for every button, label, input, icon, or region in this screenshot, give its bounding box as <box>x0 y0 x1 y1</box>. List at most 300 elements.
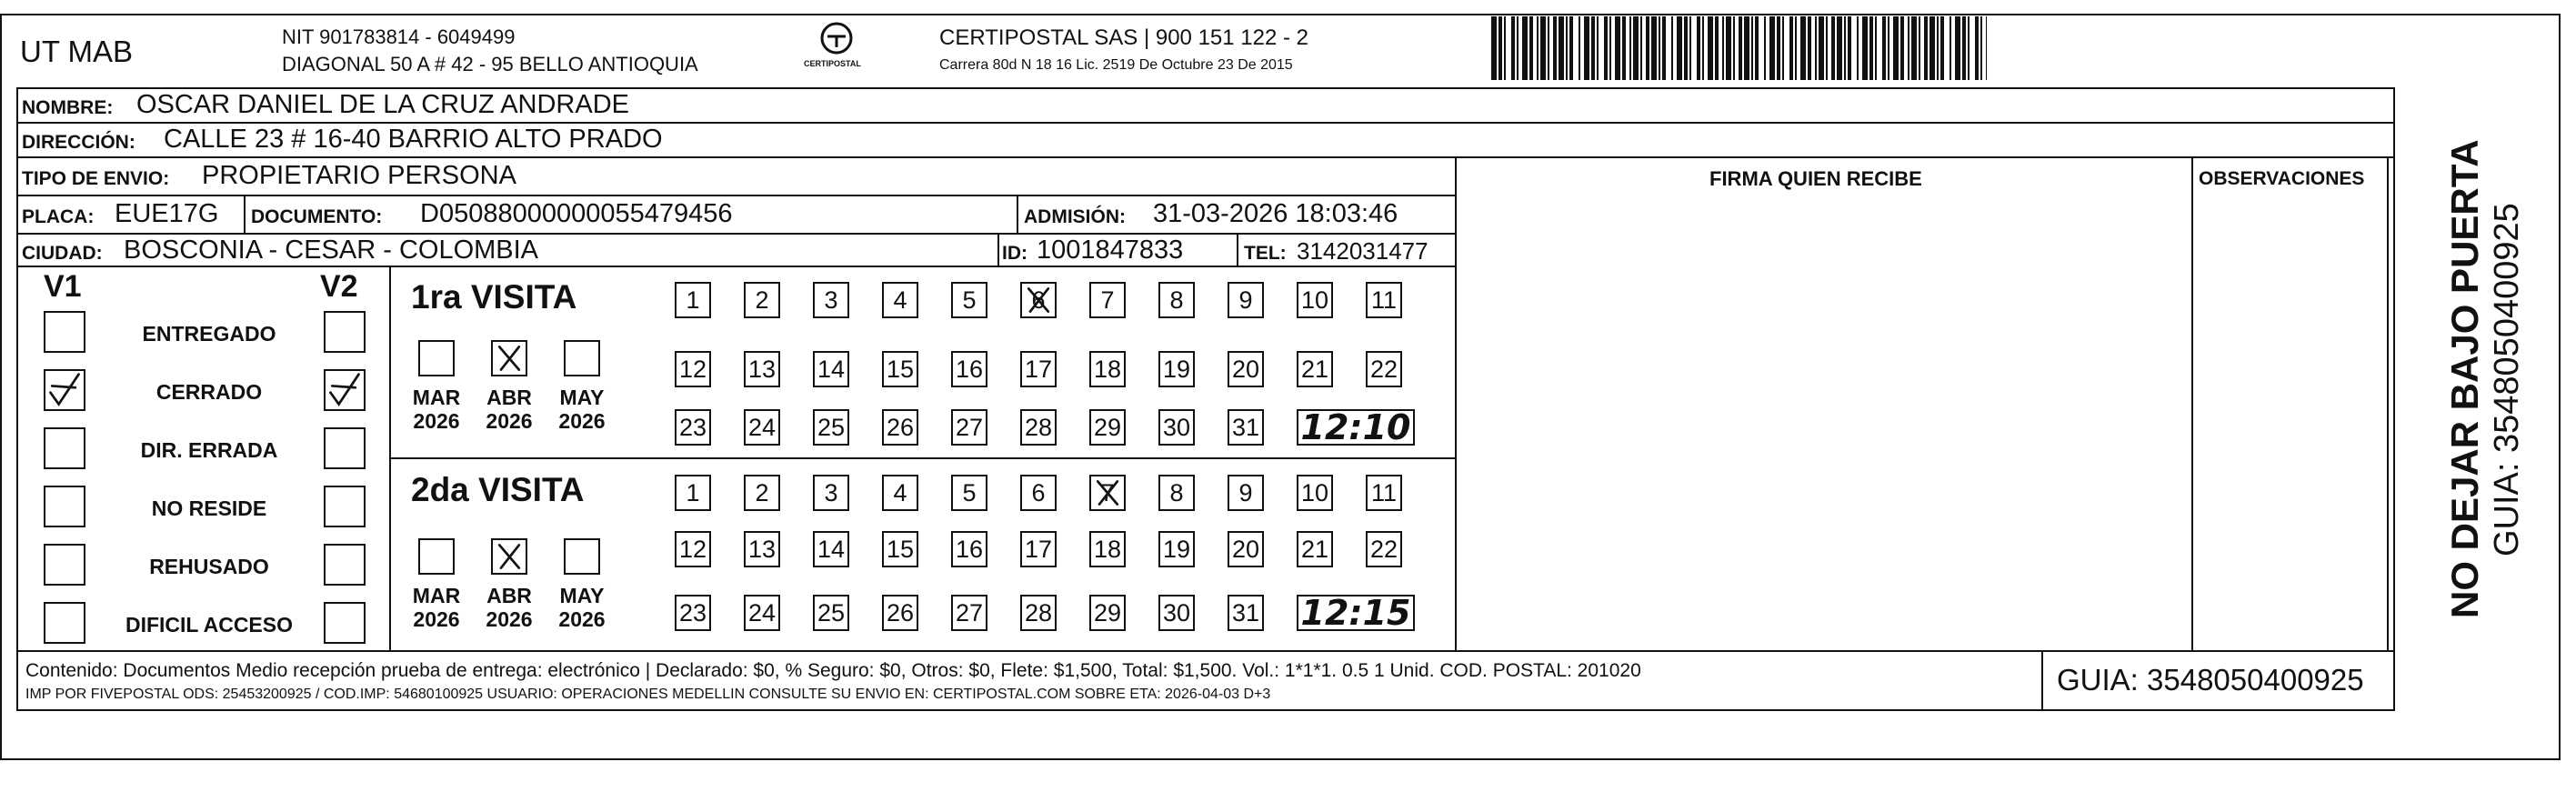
barcode-bar <box>1769 16 1775 80</box>
visit2-day-4[interactable] <box>882 475 918 511</box>
barcode-bar <box>1857 16 1859 80</box>
status-label: ENTREGADO <box>142 322 276 346</box>
day-number: 6 <box>1031 286 1046 314</box>
barcode-bar <box>1529 16 1533 80</box>
visit2-day-14[interactable] <box>813 531 849 567</box>
barcode-bar <box>1591 16 1595 80</box>
visit1-month-label <box>477 386 541 434</box>
day-number: 30 <box>1162 413 1191 441</box>
visit2-day-6[interactable] <box>1020 475 1057 511</box>
visit1-day-13[interactable] <box>744 351 780 387</box>
barcode-bar <box>1659 16 1660 80</box>
day-number: 13 <box>747 535 777 563</box>
day-number: 12 <box>678 535 707 563</box>
month-name: MAR <box>412 386 461 409</box>
placa-value: EUE17G <box>115 199 219 228</box>
carrier-name: CERTIPOSTAL SAS | 900 151 122 - 2 <box>939 25 1308 50</box>
v2-checkbox-4[interactable] <box>324 486 366 527</box>
month-year: 2026 <box>486 607 533 632</box>
day-number: 5 <box>962 286 977 314</box>
visit1-day-18[interactable] <box>1089 351 1126 387</box>
frame-right <box>2559 14 2561 759</box>
barcode-bar <box>1522 16 1528 80</box>
tel-value: 3142031477 <box>1297 237 1428 265</box>
table-right <box>2393 87 2395 710</box>
visit2-day-25[interactable] <box>813 595 849 631</box>
visit2-day-15[interactable] <box>882 531 918 567</box>
day-number: 23 <box>678 598 707 627</box>
day-number: 23 <box>678 413 707 441</box>
col-line <box>1017 195 1018 233</box>
visit2-day-2[interactable] <box>744 475 780 511</box>
day-number: 7 <box>1100 286 1115 314</box>
company-name: UT MAB <box>20 35 134 68</box>
observaciones-header: OBSERVACIONES <box>2199 168 2365 189</box>
footer-contenido: Contenido: Documentos Medio recepción prueba de entrega: electrónico | Declarado: $0, % Seguro: $0, Otros: $0, Flete: $1,500, Total: $1,500. Vol.: 1*1*1. 0.5 1 Unid. COD. POSTAL: 201020 <box>25 660 1641 681</box>
month-year: 2026 <box>486 409 533 434</box>
frame-bottom <box>0 758 2561 760</box>
visit2-day-18[interactable] <box>1089 531 1126 567</box>
visit2-month-label <box>405 584 468 632</box>
day-number: 9 <box>1238 478 1253 506</box>
day-number: 24 <box>747 598 777 627</box>
barcode-bar <box>1882 16 1886 80</box>
barcode-bar <box>1559 16 1564 80</box>
visit1-day-6[interactable] <box>1020 282 1057 318</box>
barcode-bar <box>1888 16 1889 80</box>
direccion-value: CALLE 23 # 16-40 BARRIO ALTO PRADO <box>164 125 663 154</box>
day-number: 19 <box>1162 355 1191 383</box>
barcode-bar <box>1715 16 1719 80</box>
barcode-bar <box>1684 16 1688 80</box>
nombre-label: NOMBRE: <box>22 97 114 118</box>
barcode-bar <box>1924 16 1928 80</box>
day-number: 27 <box>955 598 984 627</box>
barcode-bar <box>1815 16 1817 80</box>
visit1-month-checkbox-mar[interactable] <box>418 340 455 376</box>
v2-checkbox-5[interactable] <box>324 544 366 586</box>
day-number: 27 <box>955 413 984 441</box>
visit1-day-15[interactable] <box>882 351 918 387</box>
certipostal-logo <box>800 18 873 82</box>
barcode-bar <box>1950 16 1951 80</box>
barcode-bar <box>1968 16 1970 80</box>
barcode-bar <box>1504 16 1506 80</box>
month-year: 2026 <box>558 409 606 434</box>
nombre-value: OSCAR DANIEL DE LA CRUZ ANDRADE <box>136 90 629 119</box>
visit2-day-28[interactable] <box>1020 595 1057 631</box>
visit1-day-5[interactable] <box>951 282 987 318</box>
side-warning: NO DEJAR BAJO PUERTA <box>2443 139 2486 618</box>
day-number: 10 <box>1300 286 1329 314</box>
day-number: 14 <box>817 355 846 383</box>
visit2-day-31[interactable] <box>1228 595 1264 631</box>
day-number: 13 <box>747 355 777 383</box>
day-number: 9 <box>1238 286 1253 314</box>
barcode-bar <box>1622 16 1626 80</box>
day-number: 24 <box>747 413 777 441</box>
admision-value: 31-03-2026 18:03:46 <box>1153 199 1398 228</box>
barcode-bar <box>1697 16 1700 80</box>
v2-checkbox-2[interactable] <box>324 369 366 411</box>
visit2-month-checkbox-mar[interactable] <box>418 538 455 575</box>
day-number: 16 <box>955 355 984 383</box>
row-line <box>16 156 2395 158</box>
id-value: 1001847833 <box>1037 236 1184 265</box>
col-line <box>2041 650 2043 709</box>
visit2-day-11[interactable] <box>1366 475 1402 511</box>
barcode-bar <box>1937 16 1939 80</box>
table-top <box>16 87 2395 89</box>
col-line <box>997 233 999 266</box>
month-name: ABR <box>486 584 532 607</box>
visit2-day-27[interactable] <box>951 595 987 631</box>
day-number: 10 <box>1300 478 1329 506</box>
visit1-day-11[interactable] <box>1366 282 1402 318</box>
month-name: MAY <box>559 386 605 409</box>
day-number: 3 <box>824 478 838 506</box>
visit1-day-3[interactable] <box>813 282 849 318</box>
carrier-license: Carrera 80d N 18 16 Lic. 2519 De Octubre 23 De 2015 <box>939 57 1293 73</box>
visit2-day-13[interactable] <box>744 531 780 567</box>
barcode-bar <box>1726 16 1731 80</box>
visit2-day-22[interactable] <box>1366 531 1402 567</box>
visit1-title: 1ra VISITA <box>411 278 577 316</box>
barcode-bar <box>1764 16 1766 80</box>
day-number: 30 <box>1162 598 1191 627</box>
table-left <box>16 87 18 710</box>
day-number: 8 <box>1169 478 1184 506</box>
barcode-bar <box>1553 16 1557 80</box>
barcode-bar <box>1875 16 1877 80</box>
visit2-day-16[interactable] <box>951 531 987 567</box>
day-number: 25 <box>817 598 846 627</box>
barcode-bar <box>1537 16 1539 80</box>
visit2-day-12[interactable] <box>675 531 711 567</box>
row-line <box>16 122 2395 124</box>
barcode-bar <box>1708 16 1713 80</box>
barcode-bar <box>1702 16 1704 80</box>
barcode-bar <box>1633 16 1639 80</box>
visit1-day-1[interactable] <box>675 282 711 318</box>
barcode-bar <box>1908 16 1909 80</box>
visit1-day-2[interactable] <box>744 282 780 318</box>
day-number: 2 <box>755 286 769 314</box>
day-number: 11 <box>1370 286 1398 314</box>
barcode-bar <box>1911 16 1917 80</box>
v1-checkbox-5[interactable] <box>44 544 85 586</box>
day-number: 26 <box>886 598 915 627</box>
day-number: 15 <box>886 535 915 563</box>
visit1-day-8[interactable] <box>1158 282 1195 318</box>
footer-guia: GUIA: 3548050400925 <box>2057 663 2364 697</box>
visit1-day-26[interactable] <box>882 409 918 446</box>
day-number: 26 <box>886 413 915 441</box>
visit2-day-10[interactable] <box>1297 475 1333 511</box>
visit1-day-22[interactable] <box>1366 351 1402 387</box>
firma-header: FIRMA QUIEN RECIBE <box>1709 167 1922 190</box>
status-label: DIFICIL ACCESO <box>125 613 293 637</box>
check-mark-icon <box>45 371 84 409</box>
barcode-bar <box>1584 16 1589 80</box>
visit1-day-20[interactable] <box>1228 351 1264 387</box>
barcode-bar <box>1646 16 1649 80</box>
visit1-day-19[interactable] <box>1158 351 1195 387</box>
placa-label: PLACA: <box>22 206 95 227</box>
col-line <box>244 195 246 233</box>
day-number: 28 <box>1024 413 1053 441</box>
visit1-day-24[interactable] <box>744 409 780 446</box>
visit1-day-23[interactable] <box>675 409 711 446</box>
barcode <box>1491 16 1987 80</box>
day-number: 14 <box>817 535 846 563</box>
day-number: 18 <box>1093 355 1122 383</box>
day-number: 31 <box>1231 413 1260 441</box>
visit1-day-28[interactable] <box>1020 409 1057 446</box>
barcode-bar <box>1919 16 1920 80</box>
visit1-day-14[interactable] <box>813 351 849 387</box>
visit1-time[interactable]: 12:10 <box>1297 409 1415 446</box>
barcode-bar <box>1831 16 1835 80</box>
row-line <box>16 650 2395 652</box>
visit2-month-checkbox-may[interactable] <box>564 538 600 575</box>
col-line <box>1455 156 1457 650</box>
v1-header: V1 <box>44 269 82 304</box>
barcode-bar <box>1862 16 1868 80</box>
barcode-bar <box>1900 16 1904 80</box>
visit2-day-30[interactable] <box>1158 595 1195 631</box>
tipo-envio-label: TIPO DE ENVIO: <box>22 168 170 189</box>
logo-text: CERTIPOSTAL <box>804 59 861 68</box>
barcode-bar <box>1689 16 1691 80</box>
visit2-day-26[interactable] <box>882 595 918 631</box>
barcode-bar <box>1782 16 1784 80</box>
barcode-bar <box>1548 16 1549 80</box>
visit2-day-5[interactable] <box>951 475 987 511</box>
barcode-bar <box>1986 16 1987 80</box>
check-mark-icon <box>326 371 364 409</box>
day-number: 20 <box>1231 535 1260 563</box>
month-name: MAY <box>559 584 605 607</box>
day-number: 11 <box>1370 478 1398 506</box>
visit2-day-1[interactable] <box>675 475 711 511</box>
visit2-day-24[interactable] <box>744 595 780 631</box>
x-mark-icon <box>493 540 526 573</box>
day-number: 25 <box>817 413 846 441</box>
day-number: 1 <box>686 478 700 506</box>
visit2-month-label <box>550 584 614 632</box>
visit1-day-12[interactable] <box>675 351 711 387</box>
visit2-day-9[interactable] <box>1228 475 1264 511</box>
visit2-day-21[interactable] <box>1297 531 1333 567</box>
row-line <box>389 457 1455 459</box>
direccion-label: DIRECCIÓN: <box>22 132 135 153</box>
barcode-bar <box>1826 16 1828 80</box>
month-year: 2026 <box>413 409 460 434</box>
barcode-bar <box>1808 16 1811 80</box>
day-number: 20 <box>1231 355 1260 383</box>
day-number: 1 <box>686 286 700 314</box>
barcode-bar <box>1517 16 1519 80</box>
day-number: 31 <box>1231 598 1260 627</box>
day-number: 2 <box>755 478 769 506</box>
barcode-bar <box>1579 16 1580 80</box>
barcode-bar <box>1893 16 1899 80</box>
side-guia: GUIA: 3548050400925 <box>2488 203 2526 556</box>
v2-checkbox-1[interactable] <box>324 311 366 353</box>
visit2-title: 2da VISITA <box>411 471 585 508</box>
visit2-day-7[interactable] <box>1089 475 1126 511</box>
visit1-day-17[interactable] <box>1020 351 1057 387</box>
barcode-bar <box>1739 16 1742 80</box>
barcode-bar <box>1751 16 1753 80</box>
visit2-day-29[interactable] <box>1089 595 1126 631</box>
barcode-bar <box>1498 16 1502 80</box>
v1-checkbox-4[interactable] <box>44 486 85 527</box>
visit1-day-30[interactable] <box>1158 409 1195 446</box>
barcode-bar <box>1962 16 1966 80</box>
day-number: 7 <box>1100 478 1115 506</box>
barcode-bar <box>1491 16 1497 80</box>
visit1-day-27[interactable] <box>951 409 987 446</box>
barcode-bar <box>1744 16 1749 80</box>
day-number: 15 <box>886 355 915 383</box>
barcode-bar <box>1819 16 1824 80</box>
barcode-bar <box>1609 16 1611 80</box>
month-name: MAR <box>412 584 461 607</box>
day-number: 3 <box>824 286 838 314</box>
visit1-day-21[interactable] <box>1297 351 1333 387</box>
barcode-bar <box>1975 16 1979 80</box>
visit1-day-25[interactable] <box>813 409 849 446</box>
barcode-bar <box>1733 16 1735 80</box>
day-number: 22 <box>1369 535 1398 563</box>
month-year: 2026 <box>558 607 606 632</box>
barcode-bar <box>1629 16 1631 80</box>
visit2-day-23[interactable] <box>675 595 711 631</box>
ciudad-label: CIUDAD: <box>22 243 103 264</box>
company-address: DIAGONAL 50 A # 42 - 95 BELLO ANTIOQUIA <box>282 53 698 75</box>
barcode-bar <box>1640 16 1642 80</box>
col-line <box>2191 156 2193 650</box>
barcode-bar <box>1955 16 1960 80</box>
visit1-day-9[interactable] <box>1228 282 1264 318</box>
barcode-bar <box>1511 16 1515 80</box>
visit2-month-checkbox-abr[interactable] <box>491 538 527 575</box>
visit2-day-8[interactable] <box>1158 475 1195 511</box>
visit2-day-3[interactable] <box>813 475 849 511</box>
day-number: 18 <box>1093 535 1122 563</box>
tel-label: TEL: <box>1244 243 1287 264</box>
month-year: 2026 <box>413 607 460 632</box>
row-line <box>16 195 1455 196</box>
visit2-day-17[interactable] <box>1020 531 1057 567</box>
status-label: CERRADO <box>155 380 263 404</box>
day-number: 22 <box>1369 355 1398 383</box>
day-number: 17 <box>1024 355 1053 383</box>
day-number: 17 <box>1024 535 1053 563</box>
barcode-bar <box>1777 16 1780 80</box>
visit1-day-4[interactable] <box>882 282 918 318</box>
col-line <box>2387 156 2389 650</box>
v1-checkbox-2[interactable] <box>44 369 85 411</box>
barcode-bar <box>1615 16 1620 80</box>
footer-imp: IMP POR FIVEPOSTAL ODS: 25453200925 / COD.IMP: 54680100925 USUARIO: OPERACIONES MEDELLIN CONSULTE SU ENVIO EN: CERTIPOSTAL.COM SOBRE ETA: 2026-04-03 D+3 <box>25 687 1271 702</box>
barcode-bar <box>1604 16 1608 80</box>
barcode-bar <box>1540 16 1546 80</box>
barcode-bar <box>1597 16 1599 80</box>
status-label: REHUSADO <box>149 555 269 578</box>
day-number: 29 <box>1093 598 1122 627</box>
day-number: 8 <box>1169 286 1184 314</box>
v2-checkbox-6[interactable] <box>324 602 366 644</box>
row-line <box>16 233 1455 235</box>
v1-checkbox-1[interactable] <box>44 311 85 353</box>
table-bottom <box>16 709 2395 711</box>
barcode-bar <box>1980 16 1982 80</box>
barcode-bar <box>1795 16 1797 80</box>
row-line <box>16 266 1455 267</box>
barcode-bar <box>1651 16 1657 80</box>
v1-checkbox-6[interactable] <box>44 602 85 644</box>
id-label: ID: <box>1002 243 1027 264</box>
visit2-day-19[interactable] <box>1158 531 1195 567</box>
visit2-day-20[interactable] <box>1228 531 1264 567</box>
day-number: 4 <box>893 286 907 314</box>
barcode-bar <box>1940 16 1944 80</box>
barcode-bar <box>1671 16 1673 80</box>
visit1-month-checkbox-abr[interactable] <box>491 340 527 376</box>
documento-value: D05088000000055479456 <box>420 199 733 228</box>
visit1-day-31[interactable] <box>1228 409 1264 446</box>
barcode-bar <box>1789 16 1793 80</box>
visit1-month-label <box>405 386 468 434</box>
v2-checkbox-3[interactable] <box>324 427 366 469</box>
day-number: 21 <box>1300 355 1329 383</box>
frame-top <box>0 14 2560 15</box>
visit1-day-29[interactable] <box>1089 409 1126 446</box>
visit1-day-10[interactable] <box>1297 282 1333 318</box>
barcode-bar <box>1848 16 1851 80</box>
barcode-bar <box>1755 16 1759 80</box>
barcode-bar <box>1566 16 1568 80</box>
barcode-bar <box>1844 16 1846 80</box>
visit1-day-16[interactable] <box>951 351 987 387</box>
x-mark-icon <box>493 342 526 375</box>
day-number: 16 <box>955 535 984 563</box>
day-number: 19 <box>1162 535 1191 563</box>
visit2-month-label <box>477 584 541 632</box>
day-number: 28 <box>1024 598 1053 627</box>
status-label: NO RESIDE <box>151 496 267 520</box>
month-name: ABR <box>486 386 532 409</box>
documento-label: DOCUMENTO: <box>251 206 383 227</box>
col-line <box>389 266 391 650</box>
barcode-bar <box>1662 16 1666 80</box>
day-number: 5 <box>962 478 977 506</box>
visit2-time[interactable]: 12:15 <box>1297 595 1415 631</box>
day-number: 12 <box>678 355 707 383</box>
frame-left <box>0 14 2 759</box>
col-line <box>1237 233 1238 266</box>
visit1-month-checkbox-may[interactable] <box>564 340 600 376</box>
barcode-bar <box>1837 16 1842 80</box>
admision-label: ADMISIÓN: <box>1024 206 1126 227</box>
day-number: 6 <box>1031 478 1046 506</box>
barcode-bar <box>1677 16 1682 80</box>
visit1-day-7[interactable] <box>1089 282 1126 318</box>
v1-checkbox-3[interactable] <box>44 427 85 469</box>
